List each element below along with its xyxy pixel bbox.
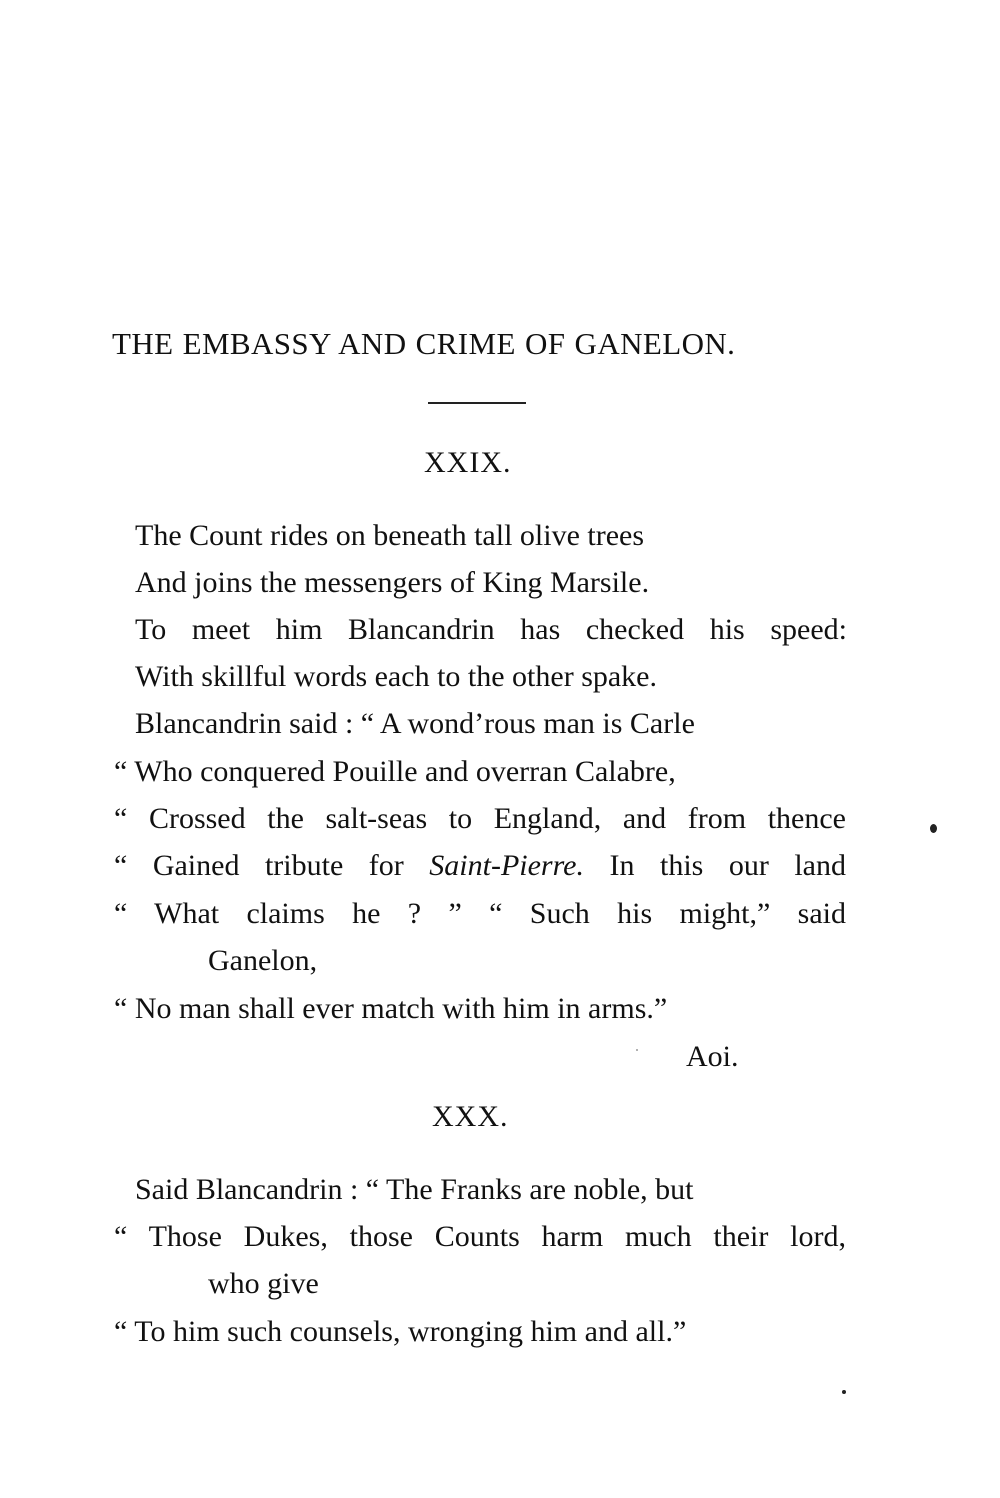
verse-line-continuation: Ganelon, xyxy=(208,944,318,977)
verse-line: “ Who conquered Pouille and overran Calabre, xyxy=(114,755,676,788)
verse-line: “ To him such counsels, wronging him and all.” xyxy=(114,1315,687,1348)
ink-speck xyxy=(930,824,937,833)
verse-line: “ Crossed the salt-seas to England, and from thence xyxy=(114,802,846,835)
verse-line: “ No man shall ever match with him in arms.” xyxy=(114,992,668,1025)
verse-line-part: In this our land xyxy=(583,849,846,882)
ink-speck xyxy=(842,1390,846,1394)
verse-line: With skillful words each to the other spake. xyxy=(135,660,657,693)
verse-line: The Count rides on beneath tall olive trees xyxy=(135,519,645,552)
verse-line: “ What claims he ? ” “ Such his might,” said xyxy=(114,897,846,930)
verse-line-continuation: who give xyxy=(208,1267,319,1300)
verse-line xyxy=(114,848,846,884)
verse-line: “ Those Dukes, those Counts harm much their lord, xyxy=(114,1220,846,1253)
verse-line: Blancandrin said : “ A wond’rous man is Carle xyxy=(135,707,695,740)
verse-line-part: “ Gained tribute for xyxy=(114,849,430,882)
verse-line: And joins the messengers of King Marsile. xyxy=(135,566,650,599)
refrain-aoi: Aoi. xyxy=(686,1040,739,1073)
ink-speck xyxy=(636,1049,638,1051)
section-number-xxx-text: XXX. xyxy=(432,1100,509,1133)
chapter-title: THE EMBASSY AND CRIME OF GANELON. xyxy=(112,326,736,361)
verse-line: Said Blancandrin : “ The Franks are noble, but xyxy=(135,1173,694,1206)
title-rule xyxy=(428,402,526,404)
saint-pierre-italic: Saint-Pierre. xyxy=(429,849,584,882)
section-number-xxix-text: XXIX. xyxy=(424,446,512,479)
verse-line: To meet him Blancandrin has checked his speed: xyxy=(135,613,847,646)
